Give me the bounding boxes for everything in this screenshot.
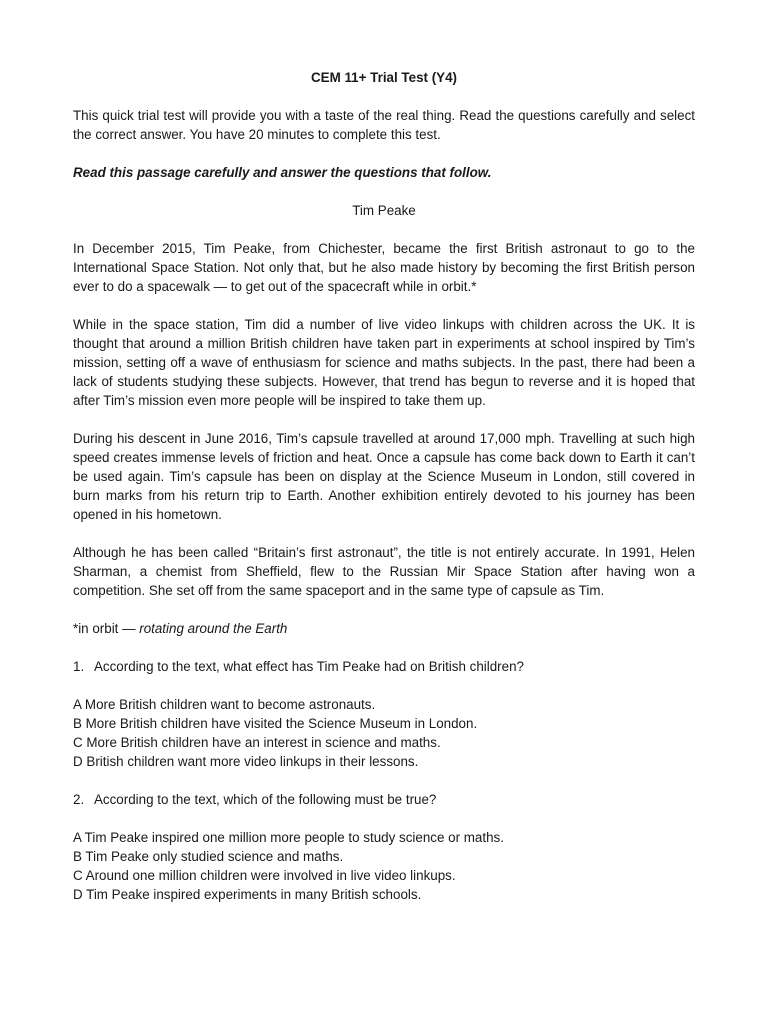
passage-title: Tim Peake bbox=[352, 203, 416, 218]
answer-option[interactable]: A More British children want to become astronauts. bbox=[73, 697, 376, 712]
document-page bbox=[73, 68, 695, 923]
answer-option[interactable]: B Tim Peake only studied science and maths. bbox=[73, 849, 344, 864]
question-number: 1. bbox=[73, 659, 85, 674]
question-text: According to the text, what effect has Tim Peake had on British children? bbox=[93, 659, 524, 674]
passage-paragraph-3: During his descent in June 2016, Tim’s capsule travelled at around 17,000 mph. Travelling at such high speed creates immense levels of friction and heat. Once a capsule has come back down to Earth it can’t be used again. Tim’s capsule has been on display at the Science Museum in London, still covered in burn marks from his return trip to Earth. Another exhibition entirely devoted to his journey has been opened in his hometown. bbox=[73, 431, 695, 522]
answer-option[interactable]: C More British children have an interest in science and maths. bbox=[73, 735, 441, 750]
question-2-options bbox=[73, 828, 695, 904]
footnote bbox=[73, 619, 695, 638]
footnote-definition: rotating around the Earth bbox=[139, 621, 288, 636]
question-1 bbox=[73, 657, 695, 676]
question-2 bbox=[73, 790, 695, 809]
passage-paragraph-1: In December 2015, Tim Peake, from Chichester, became the first British astronaut to go to the International Space Station. Not only that, but he also made history by becoming the first British person ever to do a spacewalk — to get out of the spacecraft while in orbit.* bbox=[73, 241, 695, 294]
passage-paragraph-4: Although he has been called “Britain’s first astronaut”, the title is not entirely accurate. In 1991, Helen Sharman, a chemist from Sheffield, flew to the Russian Mir Space Station after having won a competition. She set off from the same spaceport and in the same type of capsule as Tim. bbox=[73, 545, 695, 598]
answer-option[interactable]: C Around one million children were involved in live video linkups. bbox=[73, 868, 456, 883]
answer-option[interactable]: B More British children have visited the Science Museum in London. bbox=[73, 716, 478, 731]
instruction-text: Read this passage carefully and answer the questions that follow. bbox=[73, 165, 492, 180]
answer-option[interactable]: D British children want more video linkups in their lessons. bbox=[73, 754, 419, 769]
passage-paragraph-2: While in the space station, Tim did a number of live video linkups with children across the UK. It is thought that around a million British children have taken part in experiments at school inspired by Tim’s mission, setting off a wave of enthusiasm for science and maths subjects. In the past, there had been a lack of students studying these subjects. However, that trend has begun to reverse and it is hoped that after Tim’s mission even more people will be inspired to take them up. bbox=[73, 317, 695, 408]
question-number: 2. bbox=[73, 792, 85, 807]
page-title: CEM 11+ Trial Test (Y4) bbox=[311, 70, 457, 85]
question-1-options bbox=[73, 695, 695, 771]
answer-option[interactable]: A Tim Peake inspired one million more people to study science or maths. bbox=[73, 830, 504, 845]
footnote-term: *in orbit — bbox=[73, 621, 140, 636]
answer-option[interactable]: D Tim Peake inspired experiments in many British schools. bbox=[73, 887, 422, 902]
question-text: According to the text, which of the following must be true? bbox=[93, 792, 437, 807]
intro-paragraph: This quick trial test will provide you with a taste of the real thing. Read the questions carefully and select the correct answer. You have 20 minutes to complete this test. bbox=[73, 108, 695, 142]
